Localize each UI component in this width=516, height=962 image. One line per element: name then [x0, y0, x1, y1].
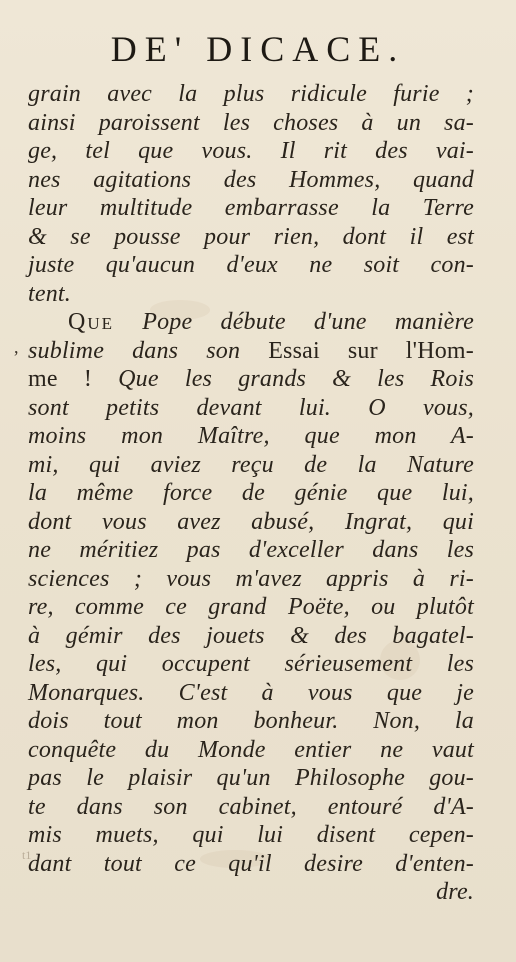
- text-line: te dans son cabinet, entouré d'A-: [28, 793, 474, 820]
- text-line: re, comme ce grand Poëte, ou plutôt: [28, 594, 474, 620]
- text-line: la même force de génie que lui,: [28, 480, 474, 506]
- text-span: Que les grands & les Rois: [118, 366, 474, 392]
- text-line: grain avec la plus ridicule furie ;: [28, 81, 474, 107]
- text-line: sont petits devant lui. O vous,: [28, 394, 474, 421]
- text-span: sublime dans son: [28, 337, 241, 364]
- text-line: [28, 365, 474, 394]
- body-text: [28, 80, 474, 907]
- signature-mark: t1: [22, 848, 32, 862]
- text-line: juste qu'aucun d'eux ne soit con-: [28, 252, 474, 278]
- text-line: [28, 337, 474, 366]
- text-line: ne méritiez pas d'exceller dans les: [28, 537, 474, 563]
- text-line: dont vous avez abusé, Ingrat, qui: [28, 508, 474, 535]
- book-title-span: Essai sur l'Hom-: [268, 337, 474, 364]
- text-line: dant tout ce qu'il desire d'enten-: [28, 850, 474, 877]
- text-line: pas le plaisir qu'un Philosophe gou-: [28, 765, 474, 791]
- text-line: ainsi paroissent les choses à un sa-: [28, 109, 474, 136]
- text-line: conquête du Monde entier ne vaut: [28, 736, 474, 763]
- text-line: & se pousse pour rien, dont il est: [28, 223, 474, 250]
- paragraph-opening-line: [28, 308, 474, 337]
- text-line: moins mon Maître, que mon A-: [28, 423, 474, 449]
- catchword: dre.: [436, 879, 474, 905]
- text-line: leur multitude embarrasse la Terre: [28, 195, 474, 221]
- running-head: DE' DICACE.: [110, 29, 406, 69]
- text-line: tent.: [28, 280, 71, 307]
- margin-mark: ,: [14, 337, 19, 357]
- text-line: ge, tel que vous. Il rit des vai-: [28, 138, 474, 164]
- text-line: mi, qui aviez reçu de la Nature: [28, 451, 474, 478]
- text-line: les, qui occupent sérieusement les: [28, 651, 474, 677]
- paragraph-initial-word: Que: [68, 309, 114, 335]
- text-line: nes agitations des Hommes, quand: [28, 166, 474, 193]
- text-line: sciences ; vous m'avez appris à ri-: [28, 565, 474, 592]
- book-title-span: me !: [28, 366, 93, 392]
- text-span: Pope débute d'une manière: [142, 309, 475, 335]
- text-line: dois tout mon bonheur. Non, la: [28, 708, 474, 734]
- text-line: mis muets, qui lui disent cepen-: [28, 822, 474, 848]
- text-line: à gémir des jouets & des bagatel-: [28, 622, 474, 649]
- text-line: Monarques. C'est à vous que je: [28, 679, 474, 706]
